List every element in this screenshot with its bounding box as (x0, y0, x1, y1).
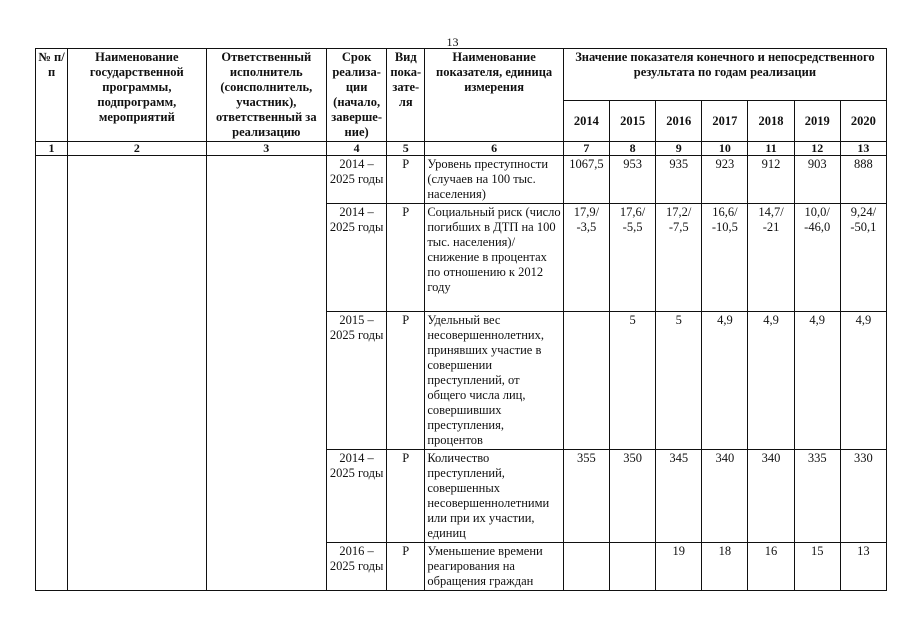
header-name: Наименование государственной программы, подпрограмм, мероприятий (68, 49, 206, 142)
column-number-row (36, 142, 887, 156)
value-cell: 340 (748, 450, 794, 543)
year-header: 2014 (563, 101, 609, 142)
type-cell: Р (387, 156, 425, 204)
type-cell: Р (387, 312, 425, 450)
value-cell: 330 (840, 450, 886, 543)
column-number: 8 (609, 142, 655, 156)
type-cell: Р (387, 450, 425, 543)
value-cell: 13 (840, 543, 886, 591)
name-cell (68, 156, 206, 591)
indicator-cell: Количество преступлений, совершенных несовершеннолетними или при их участии, единиц (425, 450, 563, 543)
value-cell: 10,0/ -46,0 (794, 204, 840, 312)
value-cell (563, 312, 609, 450)
value-cell: 14,7/ -21 (748, 204, 794, 312)
page-number: 13 (446, 35, 459, 49)
header-num: № п/п (36, 49, 68, 142)
value-cell: 1067,5 (563, 156, 609, 204)
value-cell: 4,9 (794, 312, 840, 450)
value-cell: 5 (656, 312, 702, 450)
value-cell: 16 (748, 543, 794, 591)
column-number: 12 (794, 142, 840, 156)
value-cell: 912 (748, 156, 794, 204)
table-row (36, 156, 887, 204)
value-cell: 16,6/ -10,5 (702, 204, 748, 312)
column-number: 1 (36, 142, 68, 156)
executor-cell (206, 156, 326, 591)
indicator-cell: Социальный риск (число погибших в ДТП на 100 тыс. населения)/снижение в процентах по отношению к 2012 году (425, 204, 563, 312)
header-indicator: Наименование показателя, единица измерения (425, 49, 563, 142)
header-type: Вид пока-зате-ля (387, 49, 425, 142)
value-cell: 4,9 (748, 312, 794, 450)
value-cell: 5 (609, 312, 655, 450)
value-cell: 903 (794, 156, 840, 204)
column-number: 7 (563, 142, 609, 156)
column-number: 4 (327, 142, 387, 156)
year-header: 2016 (656, 101, 702, 142)
term-cell: 2014 – 2025 годы (327, 156, 387, 204)
column-number: 10 (702, 142, 748, 156)
value-cell: 340 (702, 450, 748, 543)
value-cell: 4,9 (702, 312, 748, 450)
column-number: 13 (840, 142, 886, 156)
value-cell: 888 (840, 156, 886, 204)
header-term: Срок реализа-ции (начало, заверше-ние) (327, 49, 387, 142)
header-values-group: Значение показателя конечного и непосредственного результата по годам реализации (563, 49, 886, 101)
value-cell: 355 (563, 450, 609, 543)
value-cell: 15 (794, 543, 840, 591)
column-number: 9 (656, 142, 702, 156)
type-cell: Р (387, 204, 425, 312)
value-cell: 953 (609, 156, 655, 204)
year-header: 2019 (794, 101, 840, 142)
term-cell: 2014 – 2025 годы (327, 450, 387, 543)
term-cell: 2014 – 2025 годы (327, 204, 387, 312)
value-cell: 17,6/ -5,5 (609, 204, 655, 312)
type-cell: Р (387, 543, 425, 591)
column-number: 6 (425, 142, 563, 156)
value-cell (609, 543, 655, 591)
indicators-table (35, 48, 887, 591)
value-cell: 923 (702, 156, 748, 204)
value-cell: 935 (656, 156, 702, 204)
header-executor: Ответственный исполнитель (соисполнитель, участник), ответственный за реализацию (206, 49, 326, 142)
value-cell (563, 543, 609, 591)
column-number: 2 (68, 142, 206, 156)
value-cell: 17,2/ -7,5 (656, 204, 702, 312)
value-cell: 335 (794, 450, 840, 543)
num-cell (36, 156, 68, 591)
column-number: 11 (748, 142, 794, 156)
value-cell: 345 (656, 450, 702, 543)
column-number: 5 (387, 142, 425, 156)
year-header: 2015 (609, 101, 655, 142)
indicator-cell: Уровень преступности (случаев на 100 тыс. населения) (425, 156, 563, 204)
year-header: 2018 (748, 101, 794, 142)
value-cell: 17,9/ -3,5 (563, 204, 609, 312)
indicator-cell: Удельный вес несовершеннолетних, принявших участие в совершении преступлений, от общего числа лиц, совершивших преступления, процентов (425, 312, 563, 450)
value-cell: 18 (702, 543, 748, 591)
term-cell: 2015 – 2025 годы (327, 312, 387, 450)
value-cell: 350 (609, 450, 655, 543)
value-cell: 19 (656, 543, 702, 591)
column-number: 3 (206, 142, 326, 156)
indicator-cell: Уменьшение времени реагирования на обращения граждан (425, 543, 563, 591)
year-header: 2017 (702, 101, 748, 142)
value-cell: 9,24/ -50,1 (840, 204, 886, 312)
value-cell: 4,9 (840, 312, 886, 450)
header-row (36, 49, 887, 101)
year-header: 2020 (840, 101, 886, 142)
term-cell: 2016 – 2025 годы (327, 543, 387, 591)
